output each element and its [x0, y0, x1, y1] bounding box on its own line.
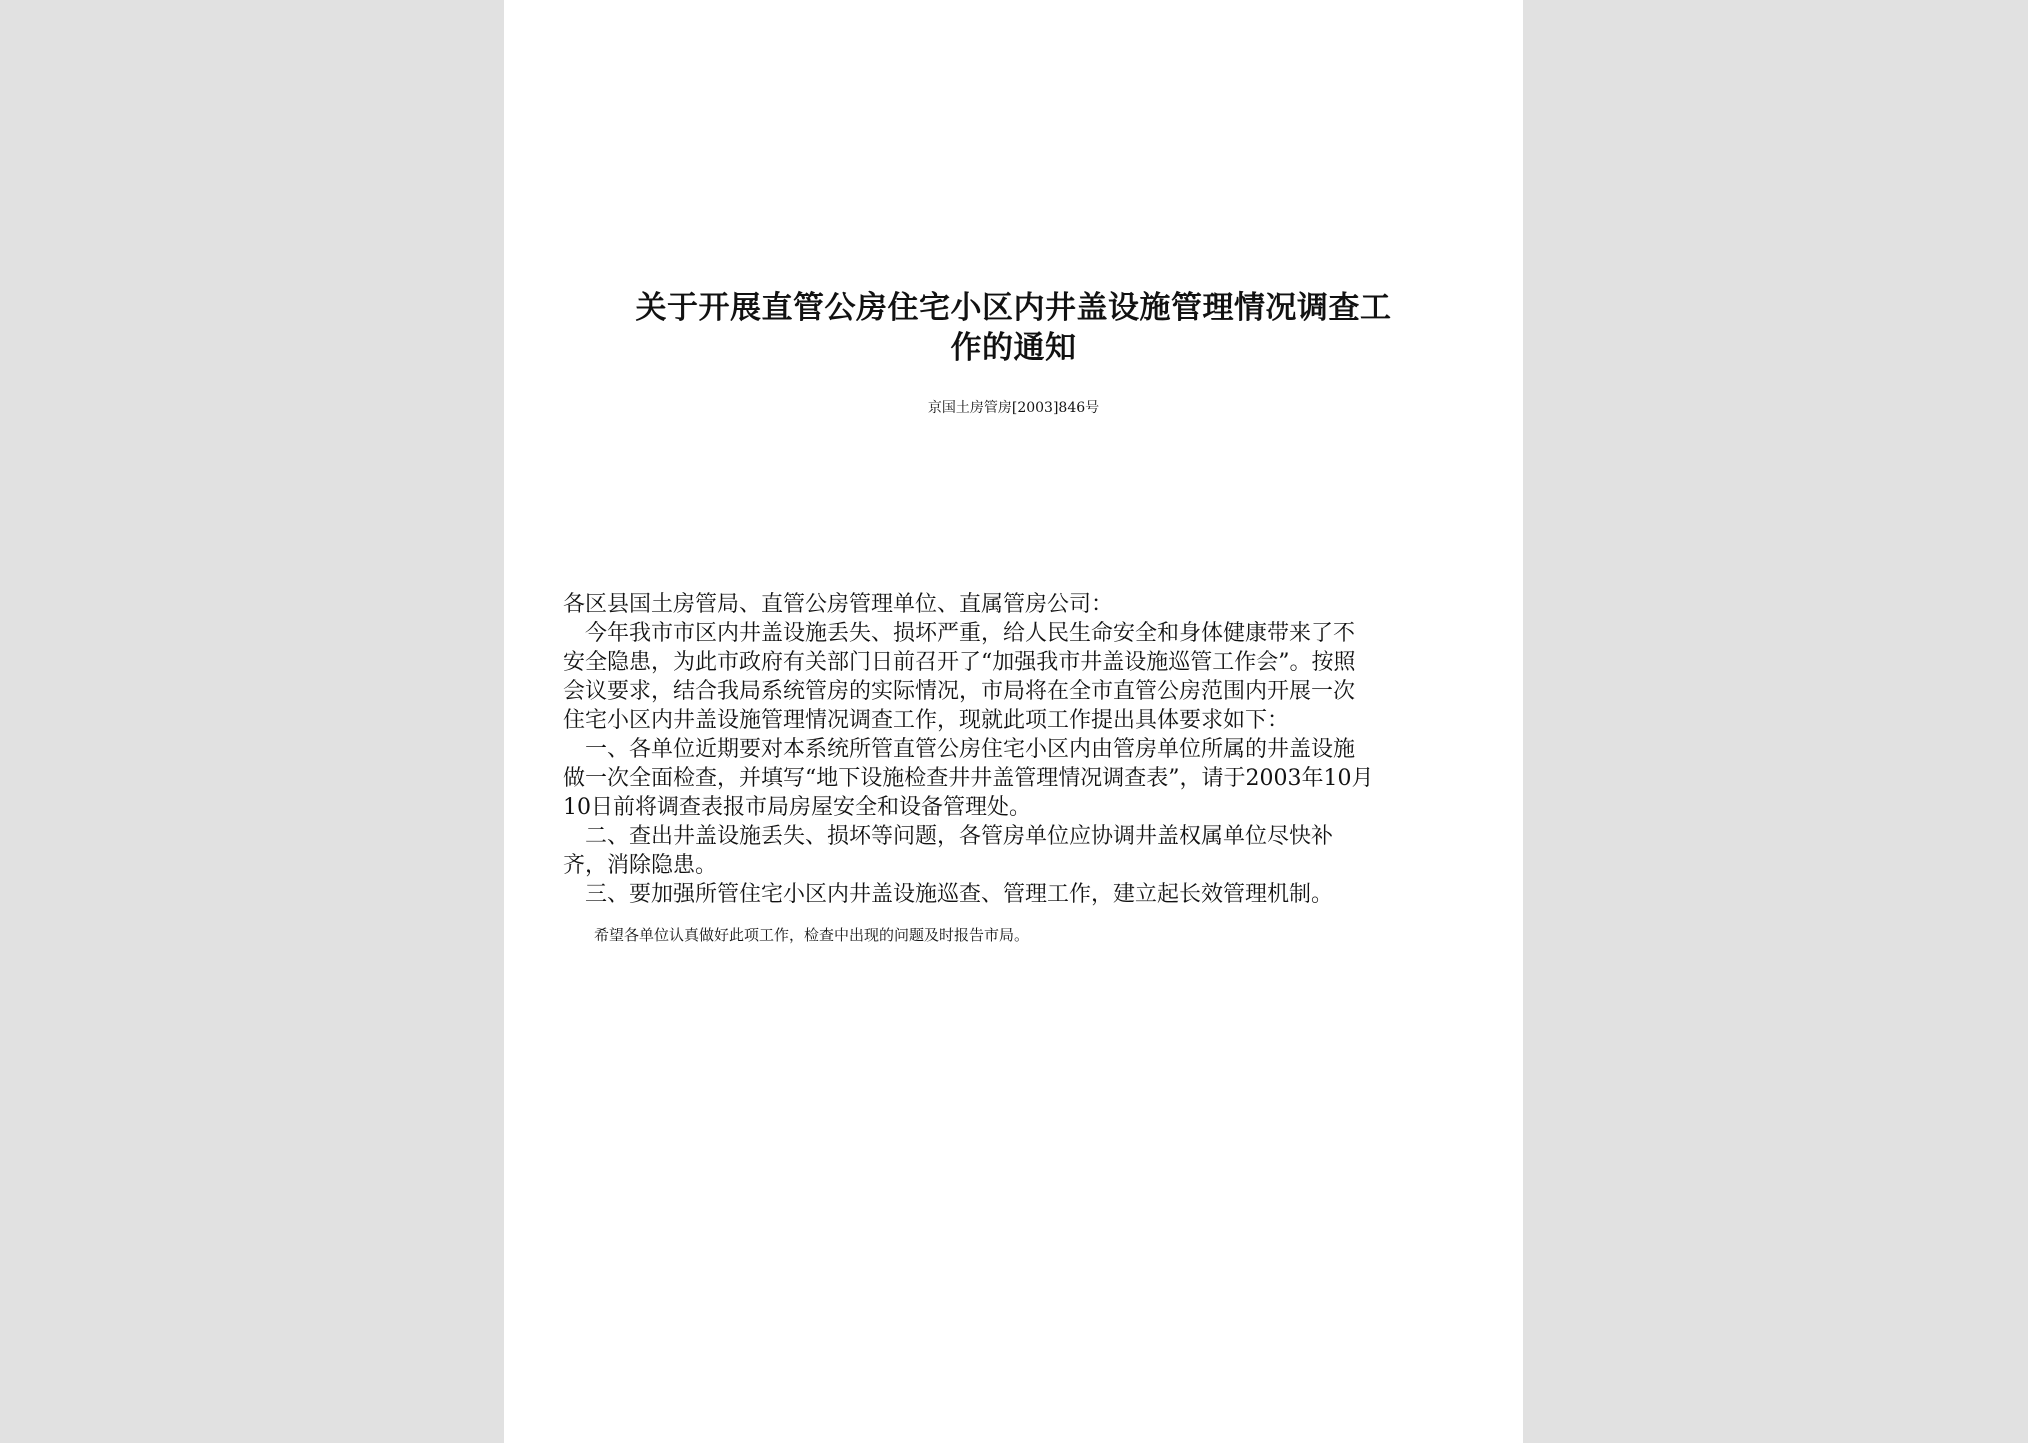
paragraph-line: 会议要求，结合我局系统管房的实际情况，市局将在全市直管公房范围内开展一次 [563, 679, 1356, 704]
paragraph-line: 今年我市市区内井盖设施丢失、损坏严重，给人民生命安全和身体健康带来了不 [585, 621, 1356, 646]
title-line: 关于开展直管公房住宅小区内井盖设施管理情况调查工 [635, 290, 1392, 326]
document-number: 京国土房管房[2003]846号 [927, 400, 1100, 416]
document-body [563, 590, 1463, 909]
paragraph-line: 住宅小区内井盖设施管理情况调查工作，现就此项工作提出具体要求如下： [563, 708, 1290, 733]
salutation: 各区县国土房管局、直管公房管理单位、直属管房公司： [563, 592, 1114, 617]
document-page [504, 0, 1523, 1443]
paragraph-line: 三、要加强所管住宅小区内井盖设施巡查、管理工作，建立起长效管理机制。 [585, 882, 1334, 907]
paragraph-line: 做一次全面检查，并填写“地下设施检查井井盖管理情况调查表”，请于2003年10月 [563, 766, 1374, 791]
paragraph-line: 10日前将调查表报市局房屋安全和设备管理处。 [563, 795, 1031, 820]
paragraph-line: 一、各单位近期要对本系统所管直管公房住宅小区内由管房单位所属的井盖设施 [585, 737, 1356, 762]
paragraph-line: 二、查出井盖设施丢失、损坏等问题，各管房单位应协调井盖权属单位尽快补 [585, 824, 1334, 849]
paragraph-line: 安全隐患，为此市政府有关部门日前召开了“加强我市井盖设施巡管工作会”。按照 [563, 650, 1356, 675]
closing-line: 希望各单位认真做好此项工作，检查中出现的问题及时报告市局。 [594, 926, 1030, 944]
title-line: 作的通知 [950, 330, 1077, 366]
document-title [564, 288, 1463, 368]
paragraph-line: 齐，消除隐患。 [563, 853, 718, 878]
